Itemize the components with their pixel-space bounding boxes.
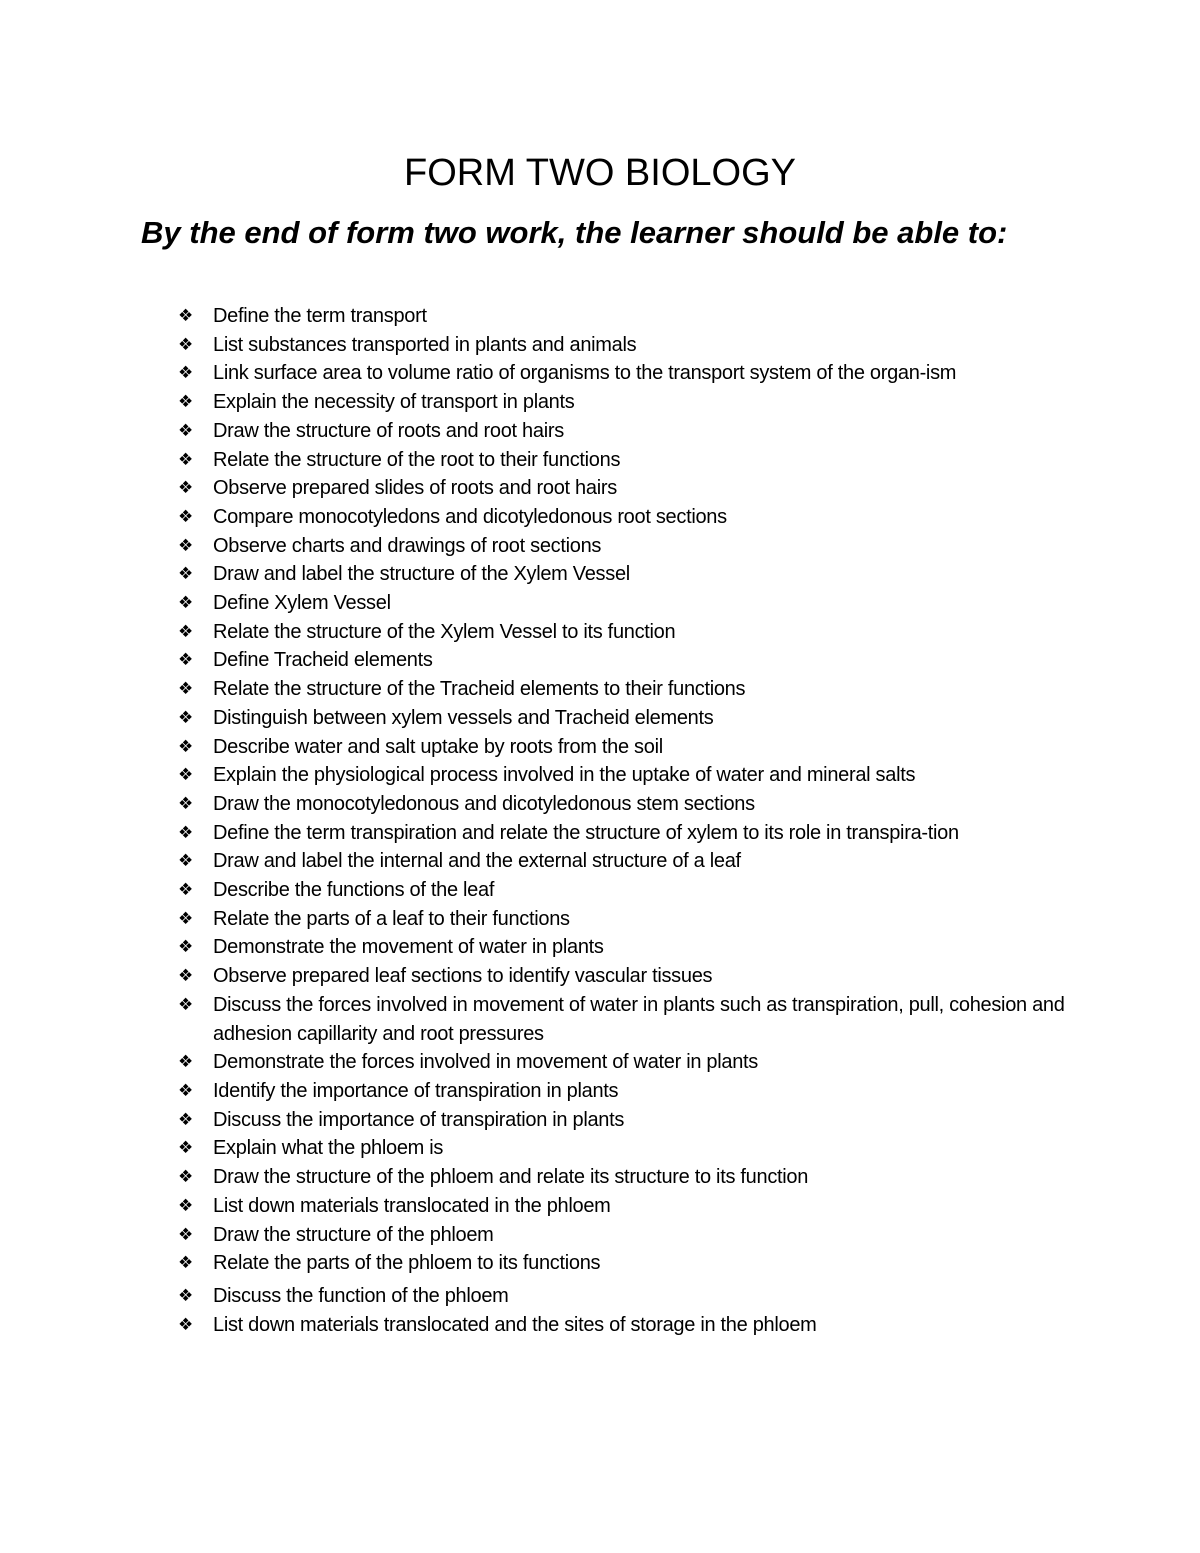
objective-text: Define Xylem Vessel [213,592,391,615]
diamond-bullet-icon: ❖ [178,1138,194,1159]
objective-item [178,1106,1078,1135]
objective-text: Observe prepared leaf sections to identify vascular tissues [213,965,713,988]
diamond-bullet-icon: ❖ [178,679,194,700]
diamond-bullet-icon: ❖ [178,621,194,642]
objective-item [178,474,1078,503]
diamond-bullet-icon: ❖ [178,994,194,1015]
diamond-bullet-icon: ❖ [178,449,194,470]
objective-text: Observe charts and drawings of root sections [213,534,602,557]
objective-item [178,819,1078,848]
objective-text: Define the term transpiration and relate the structure of xylem to its role in transpira-tion [213,821,959,844]
objective-item [178,876,1078,905]
objective-text: Define the term transport [213,305,427,327]
diamond-bullet-icon: ❖ [178,1167,194,1188]
objective-item [178,1134,1078,1163]
diamond-bullet-icon: ❖ [178,363,194,384]
diamond-bullet-icon: ❖ [178,1080,194,1101]
diamond-bullet-icon: ❖ [178,392,194,413]
objective-item [178,417,1078,446]
diamond-bullet-icon: ❖ [178,535,194,556]
objective-item [178,388,1078,417]
objective-text: Discuss the importance of transpiration in plants [213,1108,625,1131]
objective-item [178,933,1078,962]
objective-item [178,1311,1078,1340]
objective-text: Draw the structure of the phloem and relate its structure to its function [213,1166,809,1189]
objective-text: Demonstrate the forces involved in movement of water in plants [213,1051,759,1074]
diamond-bullet-icon: ❖ [178,478,194,499]
diamond-bullet-icon: ❖ [178,306,194,326]
diamond-bullet-icon: ❖ [178,851,194,872]
objective-item [178,560,1078,589]
diamond-bullet-icon: ❖ [178,707,194,728]
objectives-list [178,302,1078,1339]
objective-item [178,1077,1078,1106]
diamond-bullet-icon: ❖ [178,1253,194,1274]
objective-item [178,503,1078,532]
objective-item [178,761,1078,790]
objective-item [178,847,1078,876]
diamond-bullet-icon: ❖ [178,937,194,958]
objective-item [178,962,1078,991]
objective-text: Explain the necessity of transport in plants [213,391,575,414]
objective-item [178,302,1078,331]
objective-text: Relate the structure of the Xylem Vessel to its function [213,620,676,643]
objective-item [178,733,1078,762]
diamond-bullet-icon: ❖ [178,564,194,585]
diamond-bullet-icon: ❖ [178,1195,194,1216]
diamond-bullet-icon: ❖ [178,420,194,441]
objective-text: Draw and label the structure of the Xylem Vessel [213,563,630,586]
objective-text: Draw the monocotyledonous and dicotyledonous stem sections [213,792,755,815]
objective-text: Distinguish between xylem vessels and Tracheid elements [213,706,714,729]
objective-item [178,618,1078,647]
objective-item [178,1282,1078,1311]
objective-item [178,991,1078,1048]
diamond-bullet-icon: ❖ [178,1314,194,1335]
objective-text: Link surface area to volume ratio of organisms to the transport system of the organ-ism [213,362,957,385]
page-subtitle: By the end of form two work, the learner should be able to: [141,215,1008,250]
diamond-bullet-icon: ❖ [178,506,194,527]
diamond-bullet-icon: ❖ [178,650,194,671]
diamond-bullet-icon: ❖ [178,593,194,614]
objective-item [178,1221,1078,1250]
objective-item [178,1163,1078,1192]
page-title: FORM TWO BIOLOGY [404,152,796,194]
objective-item [178,359,1078,388]
objective-item [178,1048,1078,1077]
objective-item [178,704,1078,733]
diamond-bullet-icon: ❖ [178,765,194,786]
objective-item [178,675,1078,704]
objective-text: Relate the parts of the phloem to its functions [213,1252,601,1275]
objective-item [178,532,1078,561]
diamond-bullet-icon: ❖ [178,736,194,757]
diamond-bullet-icon: ❖ [178,1109,194,1130]
objective-item [178,1192,1078,1221]
objective-item [178,446,1078,475]
objective-text: List down materials translocated and the sites of storage in the phloem [213,1313,817,1336]
objective-text: Describe water and salt uptake by roots from the soil [213,735,663,758]
diamond-bullet-icon: ❖ [178,822,194,843]
diamond-bullet-icon: ❖ [178,1052,194,1073]
objective-text: Define Tracheid elements [213,649,433,672]
objective-text: Discuss the forces involved in movement of water in plants such as transpiration, pull, cohesion and adhesion capillarity and root pressures [213,993,1065,1045]
diamond-bullet-icon: ❖ [178,908,194,929]
objective-item [178,331,1078,360]
diamond-bullet-icon: ❖ [178,966,194,987]
objective-text: Identify the importance of transpiration in plants [213,1079,619,1102]
diamond-bullet-icon: ❖ [178,880,194,901]
diamond-bullet-icon: ❖ [178,1224,194,1245]
objective-text: Discuss the function of the phloem [213,1284,509,1307]
objective-item [178,790,1078,819]
objective-text: List substances transported in plants and animals [213,333,637,356]
objective-text: Compare monocotyledons and dicotyledonous root sections [213,505,727,528]
objective-text: Demonstrate the movement of water in plants [213,936,604,959]
diamond-bullet-icon: ❖ [178,793,194,814]
objective-text: Draw and label the internal and the external structure of a leaf [213,850,741,873]
objective-text: Draw the structure of roots and root hairs [213,419,564,442]
objective-item [178,1249,1078,1278]
objective-text: Explain what the phloem is [213,1137,444,1160]
diamond-bullet-icon: ❖ [178,1285,194,1306]
objective-text: Observe prepared slides of roots and root hairs [213,477,617,500]
objective-text: List down materials translocated in the phloem [213,1194,611,1217]
objective-text: Relate the structure of the root to their functions [213,448,621,471]
objective-text: Draw the structure of the phloem [213,1223,494,1246]
objective-item [178,589,1078,618]
objective-text: Describe the functions of the leaf [213,879,495,902]
objective-text: Explain the physiological process involved in the uptake of water and mineral salts [213,764,916,787]
diamond-bullet-icon: ❖ [178,334,194,355]
objective-text: Relate the structure of the Tracheid elements to their functions [213,678,746,701]
objective-item [178,905,1078,934]
objective-text: Relate the parts of a leaf to their functions [213,907,570,930]
objective-item [178,646,1078,675]
